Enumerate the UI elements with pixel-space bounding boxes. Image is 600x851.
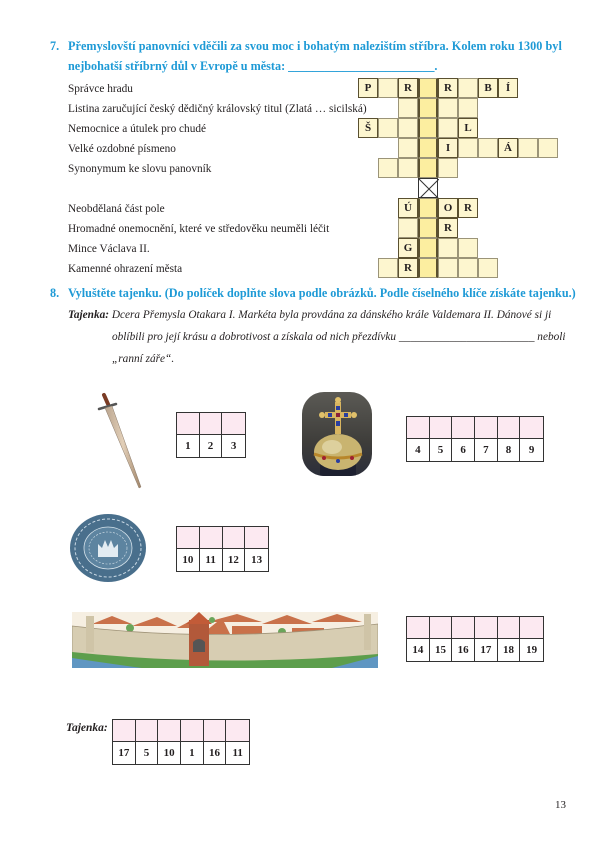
number-cell: 4 xyxy=(407,439,430,461)
crossword-cell[interactable] xyxy=(478,138,498,158)
crossword-separator-cell xyxy=(418,178,438,198)
number-cell: 3 xyxy=(230,440,237,452)
answer-box-sword xyxy=(176,412,246,458)
sword-picture xyxy=(96,392,146,492)
number-cell: 12 xyxy=(223,549,246,571)
crossword-cell[interactable] xyxy=(458,78,478,98)
crossword-cell[interactable] xyxy=(518,138,538,158)
clue-2: Listina zaručující český dědičný královský titul (Zlatá … sicilská) xyxy=(68,103,367,115)
crossword-cell[interactable] xyxy=(438,118,458,138)
solution-letter-cell[interactable] xyxy=(226,720,249,742)
crossword-cell: Ú xyxy=(398,198,418,218)
tajenka-intro-line1 xyxy=(68,305,551,325)
solution-number-cell: 1 xyxy=(181,742,204,764)
clue-1: Správce hradu xyxy=(68,83,133,95)
number-cell: 2 xyxy=(200,435,223,457)
crossword-cell[interactable] xyxy=(458,238,478,258)
tajenka-intro-line2 xyxy=(112,327,566,347)
number-cell: 1 xyxy=(177,435,200,457)
letter-cell[interactable] xyxy=(200,413,223,435)
letter-cell[interactable] xyxy=(430,617,453,639)
letter-cell[interactable] xyxy=(223,527,246,549)
crossword-cell: I xyxy=(438,138,458,158)
crossword-cell: B xyxy=(478,78,498,98)
letter-cell[interactable] xyxy=(475,417,498,439)
crossword-cell: R xyxy=(458,198,478,218)
crossword-key-cell[interactable] xyxy=(418,118,438,138)
number-cell: 19 xyxy=(526,644,538,656)
task7-number: 7. xyxy=(50,39,60,53)
crossword-cell: G xyxy=(398,238,418,258)
letter-cell[interactable] xyxy=(452,417,475,439)
letter-cell[interactable] xyxy=(200,527,223,549)
crossword-cell[interactable] xyxy=(398,138,418,158)
solution-letter-cell[interactable] xyxy=(136,720,159,742)
crossword-cell: P xyxy=(358,78,378,98)
crossword-cell: L xyxy=(458,118,478,138)
solution-number-cell: 5 xyxy=(136,742,159,764)
answer-box-wall xyxy=(406,616,544,662)
royal-orb-icon xyxy=(302,392,372,476)
crossword-cell: O xyxy=(438,198,458,218)
number-cell: 11 xyxy=(200,549,223,571)
crossword-cell[interactable] xyxy=(398,218,418,238)
number-cell: 6 xyxy=(452,439,475,461)
crossword-key-cell[interactable] xyxy=(418,258,438,278)
task8-title: Vyluštěte tajenku. (Do políček doplňte slova podle obrázků. Podle číselného klíče získáte tajenku.) xyxy=(68,286,576,300)
letter-cell[interactable] xyxy=(520,417,543,439)
crossword-cell[interactable] xyxy=(438,238,458,258)
clue-4: Velké ozdobné písmeno xyxy=(68,143,176,155)
royal-orb-picture xyxy=(302,392,372,476)
crossword-cell[interactable] xyxy=(478,258,498,278)
letter-cell[interactable] xyxy=(177,413,200,435)
number-cell: 9 xyxy=(528,444,535,456)
number-cell: 8 xyxy=(498,439,521,461)
task7-question-line1: Přemyslovští panovníci vděčili za svou moc i bohatým nalezištím stříbra. Kolem roku 1300 byl xyxy=(68,39,562,53)
number-cell: 7 xyxy=(475,439,498,461)
crossword-key-cell[interactable] xyxy=(418,218,438,238)
number-cell: 15 xyxy=(430,639,453,661)
sword-icon xyxy=(96,392,146,492)
answer-box-seal xyxy=(176,526,269,572)
crossword-cell: R xyxy=(398,78,418,98)
task8-number: 8. xyxy=(50,286,60,300)
tajenka-blank[interactable]: ________________________ xyxy=(398,331,535,343)
page-number: 13 xyxy=(555,799,566,811)
crossword-cell[interactable] xyxy=(398,158,418,178)
solution-number-cell: 10 xyxy=(158,742,181,764)
crossword-key-cell[interactable] xyxy=(418,138,438,158)
seal-coin-icon xyxy=(68,512,148,584)
seal-coin-picture xyxy=(68,512,148,584)
letter-cell[interactable] xyxy=(452,617,475,639)
city-wall-picture xyxy=(72,612,378,668)
tajenka-text-1: Dcera Přemysla Otakara I. Markéta byla provdána za dánského krále Valdemara II. Dánové si ji xyxy=(111,309,552,321)
solution-box xyxy=(112,719,250,765)
letter-cell[interactable] xyxy=(475,617,498,639)
crossword-key-cell[interactable] xyxy=(418,158,438,178)
crossword-cell[interactable] xyxy=(438,98,458,118)
crossword-cell[interactable] xyxy=(378,158,398,178)
number-cell: 14 xyxy=(407,639,430,661)
letter-cell[interactable] xyxy=(222,413,245,435)
solution-number-cell: 16 xyxy=(204,742,227,764)
crossword-cell: Í xyxy=(498,78,518,98)
number-cell: 5 xyxy=(430,439,453,461)
crossword-cell[interactable] xyxy=(458,98,478,118)
letter-cell[interactable] xyxy=(407,617,430,639)
crossword-key-cell[interactable] xyxy=(418,78,438,98)
letter-cell[interactable] xyxy=(430,417,453,439)
crossword-cell[interactable] xyxy=(378,118,398,138)
solution-label: Tajenka: xyxy=(66,722,108,734)
crossword-key-cell[interactable] xyxy=(418,98,438,118)
solution-letter-cell[interactable] xyxy=(204,720,227,742)
letter-cell[interactable] xyxy=(407,417,430,439)
crossword-cell[interactable] xyxy=(458,258,478,278)
number-cell: 13 xyxy=(251,554,263,566)
tajenka-label: Tajenka: xyxy=(68,309,110,321)
crossword-cell: Š xyxy=(358,118,378,138)
letter-cell[interactable] xyxy=(520,617,543,639)
crossword-cell[interactable] xyxy=(398,98,418,118)
crossword-cell[interactable] xyxy=(378,78,398,98)
crossword-cell[interactable] xyxy=(398,118,418,138)
clue-5: Synonymum ke slovu panovník xyxy=(68,163,212,175)
letter-cell[interactable] xyxy=(245,527,268,549)
tajenka-text-2-end: neboli xyxy=(537,331,566,343)
letter-cell[interactable] xyxy=(498,417,521,439)
clue-7: Hromadné onemocnění, které ve středověku neuměli léčit xyxy=(68,223,330,235)
crossword-cell[interactable] xyxy=(378,258,398,278)
task7-question-line2: nejbohatší stříbrný důl v Evropě u města: ________________________. xyxy=(68,59,438,73)
crossword-cell: R xyxy=(438,78,458,98)
crossword-cell: R xyxy=(398,258,418,278)
solution-letter-cell[interactable] xyxy=(158,720,181,742)
tajenka-text-3: „ranní záře“. xyxy=(112,353,175,365)
answer-box-orb xyxy=(406,416,544,462)
cross-icon xyxy=(419,179,439,199)
crossword-cell[interactable] xyxy=(438,258,458,278)
clue-8: Mince Václava II. xyxy=(68,243,150,255)
clue-6: Neobdělaná část pole xyxy=(68,203,165,215)
letter-cell[interactable] xyxy=(498,617,521,639)
tajenka-text-2: oblíbili pro její krásu a dobrotivost a získala od nich přezdívku xyxy=(112,331,397,343)
number-cell: 18 xyxy=(498,639,521,661)
crossword-key-cell[interactable] xyxy=(418,198,438,218)
number-cell: 16 xyxy=(452,639,475,661)
clue-9: Kamenné ohrazení města xyxy=(68,263,183,275)
city-wall-icon xyxy=(72,612,378,668)
crossword-key-cell[interactable] xyxy=(418,238,438,258)
clue-3: Nemocnice a útulek pro chudé xyxy=(68,123,207,135)
solution-number-cell: 11 xyxy=(232,747,243,759)
letter-cell[interactable] xyxy=(177,527,200,549)
crossword-cell[interactable] xyxy=(538,138,558,158)
crossword-cell[interactable] xyxy=(438,158,458,178)
crossword-cell: R xyxy=(438,218,458,238)
number-cell: 10 xyxy=(177,549,200,571)
crossword-cell: Á xyxy=(498,138,518,158)
number-cell: 17 xyxy=(475,639,498,661)
solution-number-cell: 17 xyxy=(113,742,136,764)
solution-letter-cell[interactable] xyxy=(181,720,204,742)
solution-letter-cell[interactable] xyxy=(113,720,136,742)
crossword-cell[interactable] xyxy=(458,138,478,158)
